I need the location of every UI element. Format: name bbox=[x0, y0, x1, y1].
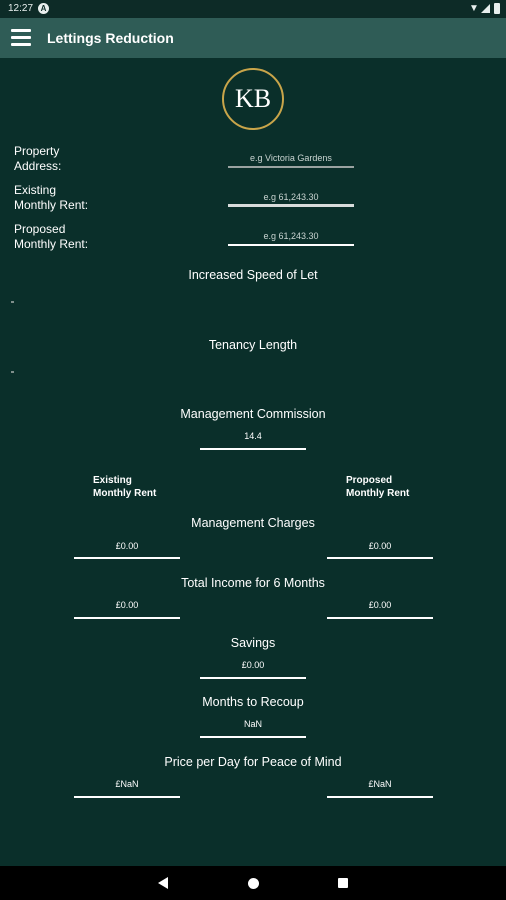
proposed-rent-field[interactable] bbox=[228, 226, 354, 246]
app-bar bbox=[0, 18, 506, 58]
status-time: 12:27 bbox=[8, 3, 34, 14]
proposed-rent-label-line2: Monthly Rent: bbox=[14, 237, 89, 251]
speed-of-let-selector[interactable] bbox=[11, 301, 14, 303]
price-per-day-proposed: £NaN bbox=[327, 779, 433, 798]
battery-icon bbox=[494, 3, 500, 14]
existing-rent-label-line2: Monthly Rent: bbox=[14, 198, 89, 212]
management-charges-existing: £0.00 bbox=[74, 541, 180, 559]
property-address-label bbox=[14, 144, 61, 174]
speed-of-let-heading: Increased Speed of Let bbox=[188, 268, 318, 282]
signal-icon bbox=[481, 4, 490, 13]
total-income-proposed: £0.00 bbox=[327, 600, 433, 619]
recents-icon[interactable] bbox=[338, 878, 348, 888]
home-icon[interactable] bbox=[248, 878, 259, 889]
notification-icon: A bbox=[38, 3, 49, 14]
price-per-day-heading: Price per Day for Peace of Mind bbox=[164, 755, 342, 769]
proposed-column-header-line1: Proposed bbox=[346, 475, 393, 486]
existing-rent-input[interactable] bbox=[228, 192, 354, 202]
proposed-rent-label-line1: Proposed bbox=[14, 222, 66, 236]
property-address-input[interactable] bbox=[228, 153, 354, 163]
existing-column-header-line1: Existing bbox=[93, 475, 132, 486]
status-bar bbox=[0, 0, 506, 18]
proposed-rent-label bbox=[14, 222, 88, 252]
app-title: Lettings Reduction bbox=[47, 30, 174, 46]
management-charges-heading: Management Charges bbox=[191, 516, 315, 530]
property-address-field[interactable] bbox=[228, 148, 354, 168]
months-to-recoup-value: NaN bbox=[200, 719, 306, 738]
property-address-label-line1: Property bbox=[14, 144, 60, 158]
total-income-existing: £0.00 bbox=[74, 600, 180, 619]
back-icon[interactable] bbox=[158, 877, 168, 889]
existing-column-header-line2: Monthly Rent bbox=[93, 488, 157, 499]
proposed-column-header-line2: Monthly Rent bbox=[346, 488, 410, 499]
kb-logo: KB bbox=[222, 68, 284, 130]
savings-heading: Savings bbox=[230, 636, 276, 650]
proposed-column-header bbox=[346, 474, 409, 500]
existing-rent-label bbox=[14, 183, 88, 213]
total-income-heading: Total Income for 6 Months bbox=[181, 576, 325, 590]
navigation-bar bbox=[0, 866, 506, 900]
existing-rent-label-line1: Existing bbox=[14, 183, 57, 197]
price-per-day-existing: £NaN bbox=[74, 779, 180, 798]
property-address-label-line2: Address: bbox=[14, 159, 62, 173]
existing-column-header bbox=[93, 474, 156, 500]
months-to-recoup-heading: Months to Recoup bbox=[202, 695, 304, 709]
hamburger-menu-icon[interactable] bbox=[11, 29, 31, 46]
wifi-icon: ▼ bbox=[469, 3, 479, 14]
existing-rent-field[interactable] bbox=[228, 187, 354, 207]
management-commission-heading: Management Commission bbox=[180, 407, 326, 421]
management-charges-proposed: £0.00 bbox=[327, 541, 433, 559]
tenancy-length-selector[interactable] bbox=[11, 371, 14, 373]
tenancy-length-heading: Tenancy Length bbox=[208, 338, 298, 352]
management-commission-field[interactable]: 14.4 bbox=[200, 431, 306, 450]
savings-value: £0.00 bbox=[200, 660, 306, 679]
proposed-rent-input[interactable] bbox=[228, 231, 354, 241]
